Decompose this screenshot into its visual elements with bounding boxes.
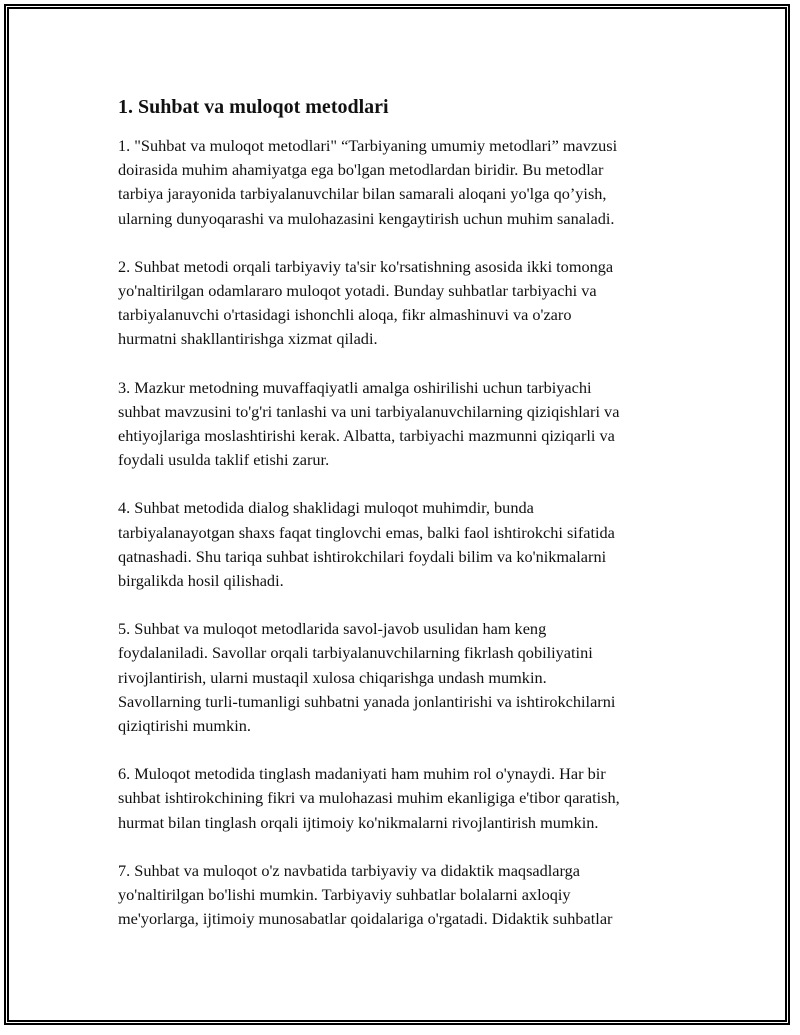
paragraph-2: 2. Suhbat metodi orqali tarbiyaviy ta'sir ko'rsatishning asosida ikki tomonga yo'naltirilgan odamlararo muloqot yotadi. Bunday suhbatlar tarbiyachi va tarbiyalanuvchi o'rtasidagi ishonchli aloqa, fikr almashinuvi va o'zaro hurmatni shakllantirishga xizmat qiladi. [118, 256, 614, 349]
document-body [118, 94, 703, 955]
paragraph-3: 3. Mazkur metodning muvaffaqiyatli amalga oshirilishi uchun tarbiyachi suhbat mavzusini to'g'ri tanlashi va uni tarbiyalanuvchilarning qiziqishlari va ehtiyojlariga moslashtirishi kerak. Albatta, tarbiyachi mazmunni qiziqarli va foydali usulda taklif etishi zarur. [118, 377, 620, 470]
paragraph-7: 7. Suhbat va muloqot o'z navbatida tarbiyaviy va didaktik maqsadlarga yo'naltirilgan bo'lishi mumkin. Tarbiyaviy suhbatlar bolalarni axloqiy me'yorlarga, ijtimoiy munosabatlar qoidalariga o'rgatadi. Didaktik suhbatlar [118, 860, 613, 929]
paragraph-4: 4. Suhbat metodida dialog shaklidagi muloqot muhimdir, bunda tarbiyalanayotgan shaxs faqat tinglovchi emas, balki faol ishtirokchi sifatida qatnashadi. Shu tariqa suhbat ishtirokchilari foydali bilim va ko'nikmalarni birgalikda hosil qilishadi. [118, 498, 615, 591]
section-heading: 1. Suhbat va muloqot metodlari [118, 96, 389, 118]
paragraph-6: 6. Muloqot metodida tinglash madaniyati ham muhim rol o'ynaydi. Har bir suhbat ishtirokchining fikri va mulohazasi muhim ekanligiga e'tibor qaratish, hurmat bilan tinglash orqali ijtimoiy ko'nikmalarni rivojlantirish mumkin. [118, 764, 620, 832]
paragraph-5: 5. Suhbat va muloqot metodlarida savol-javob usulidan ham keng foydalaniladi. Savollar orqali tarbiyalanuvchilarning fikrlash qobiliyatini rivojlantirish, ularni mustaqil xulosa chiqarishga undash mumkin. Savollarning turli-tumanligi suhbatni yanada jonlantirishi va ishtirokchilarni qiziqtirishi mumkin. [118, 619, 616, 736]
paragraph-1: 1. "Suhbat va muloqot metodlari" “Tarbiyaning umumiy metodlari” mavzusi doirasida muhim ahamiyatga ega bo'lgan metodlardan biridir. Bu metodlar tarbiya jarayonida tarbiyalanuvchilar bilan samarali aloqani yo'lga qo’yish, ularning dunyoqarashi va mulohazasini kengaytirish uchun muhim sanaladi. [118, 136, 618, 228]
